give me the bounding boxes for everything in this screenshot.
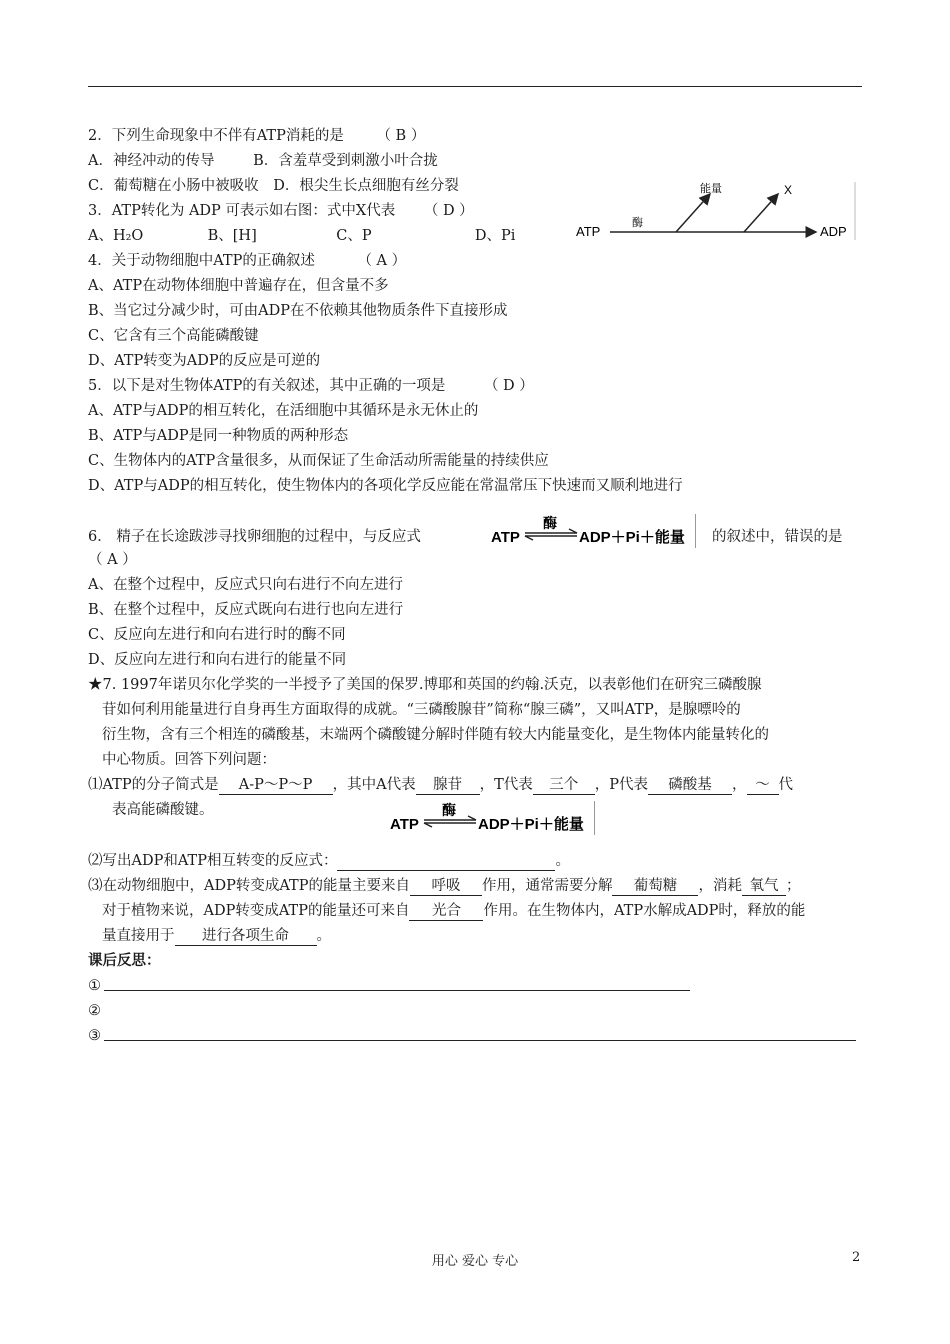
q7-part3-line1: [88, 876, 800, 896]
q7-part2-line: [88, 851, 570, 871]
q5-option-c: C、生物体内的ATP含量很多，从而保证了生命活动所需能量的持续供应: [88, 453, 549, 469]
q7-part3-text-b: 作用，通常需要分解: [481, 878, 613, 894]
q6-reaction-left: ATP: [491, 529, 520, 546]
q7-part3-answer-2: 葡萄糖: [612, 877, 698, 896]
q5-answer: （ D ）: [483, 378, 534, 394]
q7-part1-text-d: ，P代表: [594, 777, 649, 793]
reflection-number-2: ②: [88, 1003, 101, 1019]
q2-options-ab: [88, 151, 438, 171]
q7-part3-answer-5: 进行各项生命: [175, 927, 317, 946]
diagram-enzyme-label: 酶: [632, 216, 643, 229]
reflection-line-1: [104, 990, 690, 991]
q2-options-cd: [88, 176, 459, 196]
q7-part1-p-answer: 磷酸基: [648, 776, 732, 795]
q7-part3-line2: [102, 901, 805, 921]
q7-part2-end: 。: [555, 853, 570, 869]
header-rule: [88, 86, 862, 87]
q4-stem: 4．关于动物细胞中ATP的正确叙述: [88, 253, 315, 269]
q3-stem: 3．ATP转化为 ADP 可表示如右图：式中X代表: [88, 203, 396, 219]
q3-option-c: C、P: [336, 228, 372, 244]
q6-option-b: B、在整个过程中，反应式既向右进行也向左进行: [88, 602, 404, 618]
q3-option-a: A、H₂O: [88, 228, 144, 244]
reflection-line-3: [104, 1040, 856, 1041]
q7-intro-4: 中心物质。回答下列问题：: [102, 752, 276, 768]
q2-option-b: B．含羞草受到刺激小叶合拢: [253, 153, 438, 169]
q2-option-a: A．神经冲动的传导: [88, 153, 215, 169]
q6-option-d: D、反应向左进行和向右进行的能量不同: [88, 652, 347, 668]
q7-part1-formula: A-P～P～P: [219, 776, 333, 795]
energy-arrow: [676, 194, 710, 232]
q7-part1-text-g: 表高能磷酸键。: [112, 802, 214, 818]
q5-stem: 5．以下是对生物体ATP的有关叙述，其中正确的一项是: [88, 378, 446, 394]
q6-option-c: C、反应向左进行和向右进行时的酶不同: [88, 627, 346, 643]
q5-option-d: D、ATP与ADP的相互转化，使生物体内的各项化学反应能在常温常压下快速而又顺利地进行: [88, 478, 683, 494]
q7-part2-text: ⑵写出ADP和ATP相互转变的反应式：: [88, 853, 338, 869]
q7-reaction-right: ADP＋Pi＋能量: [478, 816, 584, 833]
q7-reaction-svg: [388, 801, 594, 835]
q7-part1-text-a: ⑴ATP的分子简式是: [88, 777, 219, 793]
q3-answer: （ D ）: [423, 203, 474, 219]
footer-slogan: 用心 爱心 专心: [431, 1254, 519, 1269]
q7-part3-text-h: 。: [316, 928, 331, 944]
q7-reaction-left: ATP: [390, 816, 419, 833]
q3-stem-line: [88, 201, 474, 221]
q7-intro-1: ★7. 1997年诺贝尔化学奖的一半授予了美国的保罗.博耶和英国的约翰.沃克，以表彰他们在研究三磷酸腺: [88, 677, 762, 693]
q4-option-b: B、当它过分减少时，可由ADP在不依赖其他物质条件下直接形成: [88, 303, 508, 319]
q2-option-c: C．葡萄糖在小肠中被吸收: [88, 178, 259, 194]
q7-part1-t-answer: 三个: [533, 776, 595, 795]
q3-option-d: D、Pi: [474, 228, 516, 244]
q7-intro-2: 苷如何利用能量进行自身再生方面取得的成就。“三磷酸腺苷”简称“腺三磷”，又叫ATP，是腺嘌呤的: [102, 702, 741, 718]
q6-reaction-svg: [489, 514, 695, 548]
q7-part3-text-g: 量直接用于: [102, 928, 175, 944]
q7-part3-text-e: 对于植物来说，ADP转变成ATP的能量还可来自: [102, 903, 410, 919]
reflection-title: 课后反思：: [88, 953, 161, 969]
q2-stem-line: [88, 126, 425, 146]
q6-stem-post: 的叙述中，错误的是: [712, 529, 843, 545]
q5-option-a: A、ATP与ADP的相互转化，在活细胞中其循环是永无休止的: [88, 403, 479, 419]
q2-answer: （ B ）: [376, 128, 426, 144]
q7-part1-tilde: ～: [747, 776, 779, 795]
diagram-energy-label: 能量: [700, 182, 722, 195]
q7-part1-text-c: ，T代表: [479, 777, 533, 793]
q5-stem-line: [88, 376, 534, 396]
q4-option-c: C、它含有三个高能磷酸键: [88, 328, 259, 344]
diagram-atp-label: ATP: [576, 224, 601, 239]
q6-option-a: A、在整个过程中，反应式只向右进行不向左进行: [88, 577, 403, 593]
q2-stem: 2．下列生命现象中不伴有ATP消耗的是: [88, 128, 344, 144]
x-arrow: [744, 194, 778, 232]
q7-part1-a-answer: 腺苷: [416, 776, 480, 795]
page-number: 2: [852, 1250, 861, 1265]
q7-reaction-enzyme: 酶: [442, 803, 456, 819]
q7-part3-answer-1: 呼吸: [410, 877, 482, 896]
q7-part1-text-e: ，: [732, 777, 747, 793]
reflection-number-1: ①: [88, 978, 101, 994]
q3-options: [88, 226, 515, 246]
atp-adp-diagram: [572, 180, 857, 242]
reflection-number-3: ③: [88, 1028, 101, 1044]
q7-reaction: [388, 801, 595, 835]
q6-stem-pre: 6． 精子在长途跋涉寻找卵细胞的过程中，与反应式: [88, 529, 421, 545]
q4-option-a: A、ATP在动物体细胞中普遍存在，但含量不多: [88, 278, 389, 294]
diagram-x-label: X: [784, 183, 793, 197]
q7-part3-text-d: ；: [785, 878, 801, 894]
q6-answer: （ A ）: [88, 552, 137, 568]
q2-option-d: D．根尖生长点细胞有丝分裂: [273, 178, 459, 194]
q4-stem-line: [88, 251, 406, 271]
q7-part3-line3: [102, 926, 331, 946]
q7-intro-3: 衍生物，含有三个相连的磷酸基，末端两个磷酸键分解时伴随有较大内能量变化，是生物体内能量转化的: [102, 727, 769, 743]
diagram-adp-label: ADP: [820, 224, 847, 239]
q7-part3-answer-4: 光合: [409, 902, 483, 921]
q6-reaction-right: ADP＋Pi＋能量: [579, 529, 685, 546]
q7-part3-text-a: ⑶在动物细胞中，ADP转变成ATP的能量主要来自: [88, 878, 410, 894]
q4-option-d: D、ATP转变为ADP的反应是可逆的: [88, 353, 321, 369]
q7-part1-text-f: 代: [778, 777, 794, 793]
q7-part2-blank: [337, 852, 555, 871]
q6-reaction: [489, 514, 696, 548]
q4-answer: （ A ）: [357, 253, 407, 269]
q7-part3-text-c: ，消耗: [698, 878, 742, 894]
q7-part3-text-f: 作用。在生物体内，ATP水解成ADP时，释放的能: [483, 903, 806, 919]
q7-part1-text-b: ，其中A代表: [332, 777, 416, 793]
q7-part3-answer-3: 氧气: [742, 877, 786, 896]
q3-option-b: B、[H]: [207, 228, 257, 244]
q5-option-b: B、ATP与ADP是同一种物质的两种形态: [88, 428, 349, 444]
q6-reaction-enzyme: 酶: [543, 516, 557, 532]
atp-adp-diagram-svg: [572, 180, 857, 242]
q7-part1-line: [88, 775, 793, 795]
